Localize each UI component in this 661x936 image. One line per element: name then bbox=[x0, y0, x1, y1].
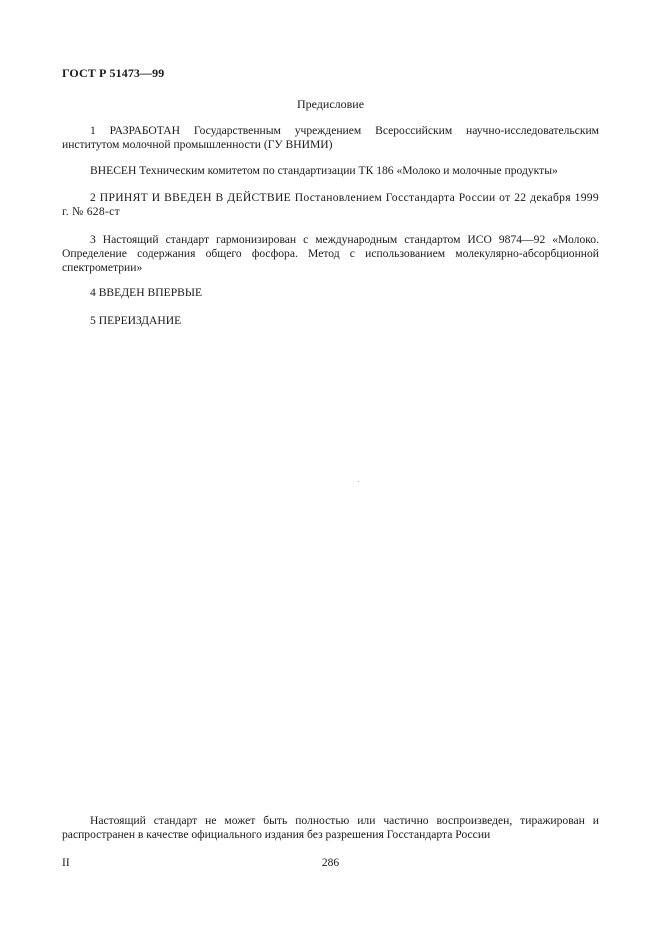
foreword-item-harmonized: 3 Настоящий стандарт гармонизирован с международным стандартом ИСО 9874—92 «Молоко. Определение содержания общего фосфора. Метод с использованием молекулярно-абсорбционной спектрометрии» bbox=[62, 233, 599, 274]
foreword-item-first-introduced: 4 ВВЕДЕН ВПЕРВЫЕ bbox=[90, 286, 203, 299]
roman-page-number: II bbox=[62, 857, 70, 869]
scan-speck bbox=[358, 481, 359, 482]
foreword-item-introduced: ВНЕСЕН Техническим комитетом по стандартизации ТК 186 «Молоко и молочные продукты» bbox=[90, 164, 558, 177]
foreword-item-adopted: 2 ПРИНЯТ И ВВЕДЕН В ДЕЙСТВИЕ Постановлением Госстандарта России от 22 декабря 1999 г. № 628-ст bbox=[62, 191, 599, 218]
foreword-title: Предисловие bbox=[296, 97, 365, 111]
foreword-item-reissue: 5 ПЕРЕИЗДАНИЕ bbox=[90, 314, 182, 327]
standard-code: ГОСТ Р 51473—99 bbox=[62, 66, 165, 80]
page-number: 286 bbox=[321, 857, 340, 869]
foreword-item-developed: 1 РАЗРАБОТАН Государственным учреждением Всероссийским научно-исследовательским институтом молочной промышленности (ГУ ВНИМИ) bbox=[62, 124, 599, 151]
copyright-notice: Настоящий стандарт не может быть полностью или частично воспроизведен, тиражирован и распространен в качестве официального издания без разрешения Госстандарта России bbox=[62, 814, 599, 841]
